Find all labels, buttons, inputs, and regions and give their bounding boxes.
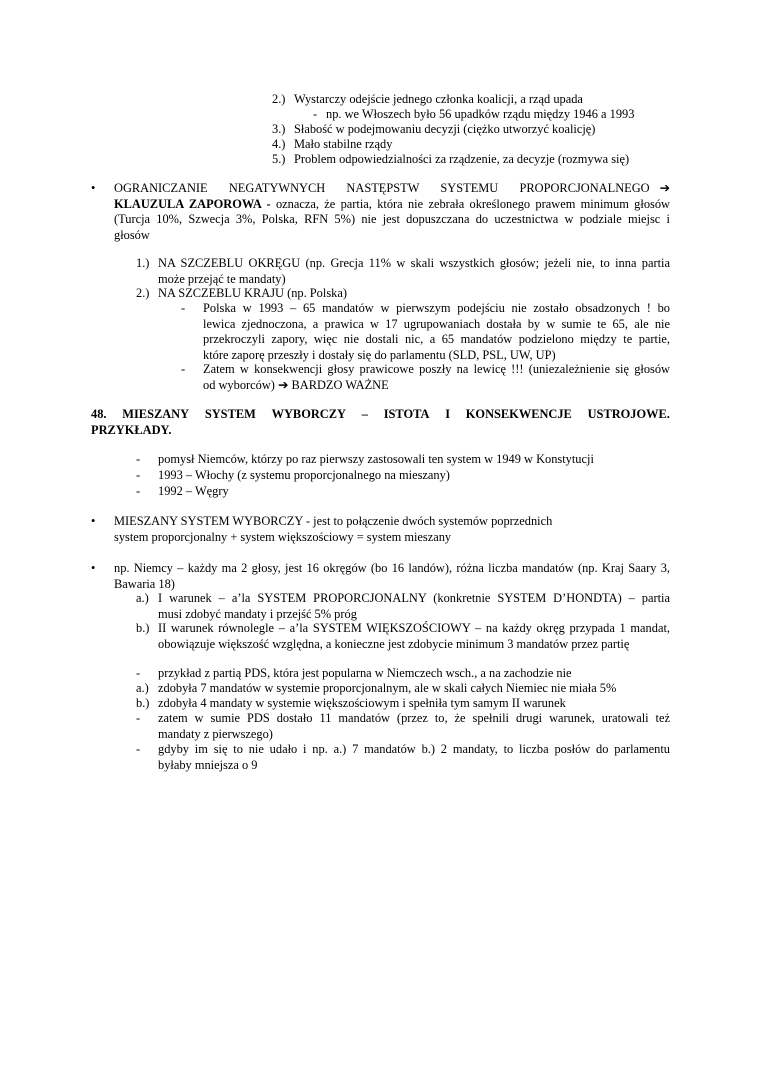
polska-paragraph [203,301,670,363]
warunek-line: musi zdobyć mandaty i przejść 5% próg [158,606,357,621]
polska-line: które zaporę przeszły i dostały się do parlamentu (SLD, PSL, UW, UP) [203,347,556,362]
klauzula-line4: głosów [114,227,150,242]
heading-word: – [361,407,368,421]
list-marker: b.) [136,696,150,710]
warunek-line: I warunek – a’la SYSTEM PROPORCJONALNY (konkretnie SYSTEM D’HONDTA) – partia [158,591,670,605]
arrow-icon: ➔ [659,181,670,195]
list-marker: 4.) [272,137,286,151]
list-item-text: np. we Włoszech było 56 upadków rządu między 1946 a 1993 [326,107,635,121]
dash-marker: - [136,452,141,466]
list-marker: b.) [136,621,150,635]
dash-marker: - [136,711,141,725]
dash-marker: - [136,666,141,680]
pds-item [158,711,670,742]
heading-word: 48. [91,407,107,421]
list-item-text: 1993 – Włochy (z systemu proporcjonalnego na mieszany) [158,468,450,482]
warunek-2 [158,621,670,652]
dash-marker: - [136,484,141,498]
list-marker: 2.) [136,286,150,300]
szczebel-okregu [158,256,670,287]
pds-line: mandaty z pierwszego) [158,726,273,741]
dash-marker: - [313,107,318,121]
szczebel-line: może przejąć te mandaty) [158,271,286,286]
arrow-icon: ➔ [278,377,289,392]
mieszany-term: MIESZANY SYSTEM WYBORCZY [114,514,303,528]
klauzula-heading: OGRANICZANIE NEGATYWNYCH NASTĘPSTW SYSTEMU PROPORCJONALNEGO [114,181,650,195]
zatem-paragraph [203,362,670,393]
polska-line: lewica zjednoczona, a prawica w 17 ugrupowaniach dostała by w sumie te 65, ale nie [203,316,670,331]
warunek-line: obowiązuje większość względna, a konieczne jest zdobycie minimum 3 mandatów przez partię [158,636,630,651]
warunek-1 [158,591,670,622]
mieszany-definition [114,514,552,545]
list-item-text: 1992 – Węgry [158,484,229,498]
warunek-line: II warunek równolegle – a’la SYSTEM WIĘKSZOŚCIOWY – na każdy okręg przypada 1 mandat, [158,621,670,635]
list-marker: 2.) [272,92,286,106]
list-item-text: Wystarczy odejście jednego członka koalicji, a rząd upada [294,92,583,106]
heading-word: USTROJOWE. [587,407,670,421]
klauzula-line1 [114,181,670,197]
dash-marker: - [136,468,141,482]
heading-word: KONSEKWENCJE [465,407,572,421]
klauzula-term: KLAUZULA ZAPOROWA [114,196,262,211]
heading-line1 [91,407,670,423]
pds-line: gdyby im się to nie udało i np. a.) 7 mandatów b.) 2 mandaty, to liczba posłów do parlamentu [158,742,670,756]
list-marker: 3.) [272,122,286,136]
bullet-icon: • [91,561,96,575]
heading-word: ISTOTA [383,407,430,421]
heading-line2: PRZYKŁADY. [91,422,172,437]
pds-item [158,742,670,773]
mieszany-rest: - jest to połączenie dwóch systemów poprzednich [302,514,553,528]
niemcy-paragraph [114,561,670,592]
pds-line: zatem w sumie PDS dostało 11 mandatów (przez to, że spełnili drugi warunek, uratowali też [158,711,670,725]
section-heading-48 [91,407,670,438]
list-item-text: Mało stabilne rządy [294,137,393,151]
bullet-icon: • [91,181,96,195]
polska-line: Polska w 1993 – 65 mandatów w pierwszym podejściu nie zostało obsadzonych ! bo [203,301,670,315]
list-marker: a.) [136,681,149,695]
list-item-text: Słabość w podejmowaniu decyzji (ciężko utworzyć koalicję) [294,122,596,136]
bullet-icon: • [91,514,96,528]
list-marker: 1.) [136,256,150,270]
klauzula-line2 [114,197,670,213]
zatem-prefix: od wyborców) [203,377,279,392]
niemcy-line: np. Niemcy – każdy ma 2 głosy, jest 16 okręgów (bo 16 landów), różna liczba mandatów (np. Kraj Saary 3, [114,561,670,575]
pds-item: przykład z partią PDS, która jest popularna w Niemczech wsch., a na zachodzie nie [158,666,572,680]
heading-word: I [445,407,451,421]
klauzula-line3: (Turcja 10%, Szwecja 3%, Polska, RFN 5%) nie jest dopuszczana do uczestnictwa w podziale miejsc i [114,212,670,226]
dash-marker: - [181,362,186,376]
dash-marker: - [181,301,186,315]
dash-marker: - [136,742,141,756]
list-marker: a.) [136,591,149,605]
pds-line: byłaby mniejsza o 9 [158,757,258,772]
szczebel-line: NA SZCZEBLU OKRĘGU (np. Grecja 11% w skali wszystkich głosów; jeżeli nie, to inna partia [158,256,670,270]
niemcy-line: Bawaria 18) [114,576,175,591]
polska-line: przekroczyli zapory, więc nie dostali nic, a 65 mandatów podzielono między te partie, [203,332,670,346]
heading-word: SYSTEM [204,407,256,421]
zatem-line-last [203,378,670,394]
list-marker: 5.) [272,152,286,166]
szczebel-kraju: NA SZCZEBLU KRAJU (np. Polska) [158,286,347,300]
bardzo-wazne-label: BARDZO WAŻNE [288,377,389,392]
zatem-line: Zatem w konsekwencji głosy prawicowe poszły na lewicę !!! (uniezależnienie się głosów [203,362,670,376]
mieszany-line2: system proporcjonalny + system większościowy = system mieszany [114,529,452,544]
klauzula-definition: oznacza, że partia, która nie zebrała określonego prawem minimum głosów [275,196,670,211]
list-item-text: pomysł Niemców, którzy po raz pierwszy zastosowali ten system w 1949 w Konstytucji [158,452,594,466]
pds-item: zdobyła 4 mandaty w systemie większościowym i spełniła tym samym II warunek [158,696,566,710]
klauzula-sep: - [261,196,276,211]
mieszany-line1 [114,514,552,530]
klauzula-paragraph [114,181,670,243]
heading-word: WYBORCZY [271,407,346,421]
pds-item: zdobyła 7 mandatów w systemie proporcjonalnym, ale w skali całych Niemiec nie miała 5% [158,681,617,695]
heading-word: MIESZANY [122,407,190,421]
list-item-text: Problem odpowiedzialności za rządzenie, za decyzje (rozmywa się) [294,152,630,166]
